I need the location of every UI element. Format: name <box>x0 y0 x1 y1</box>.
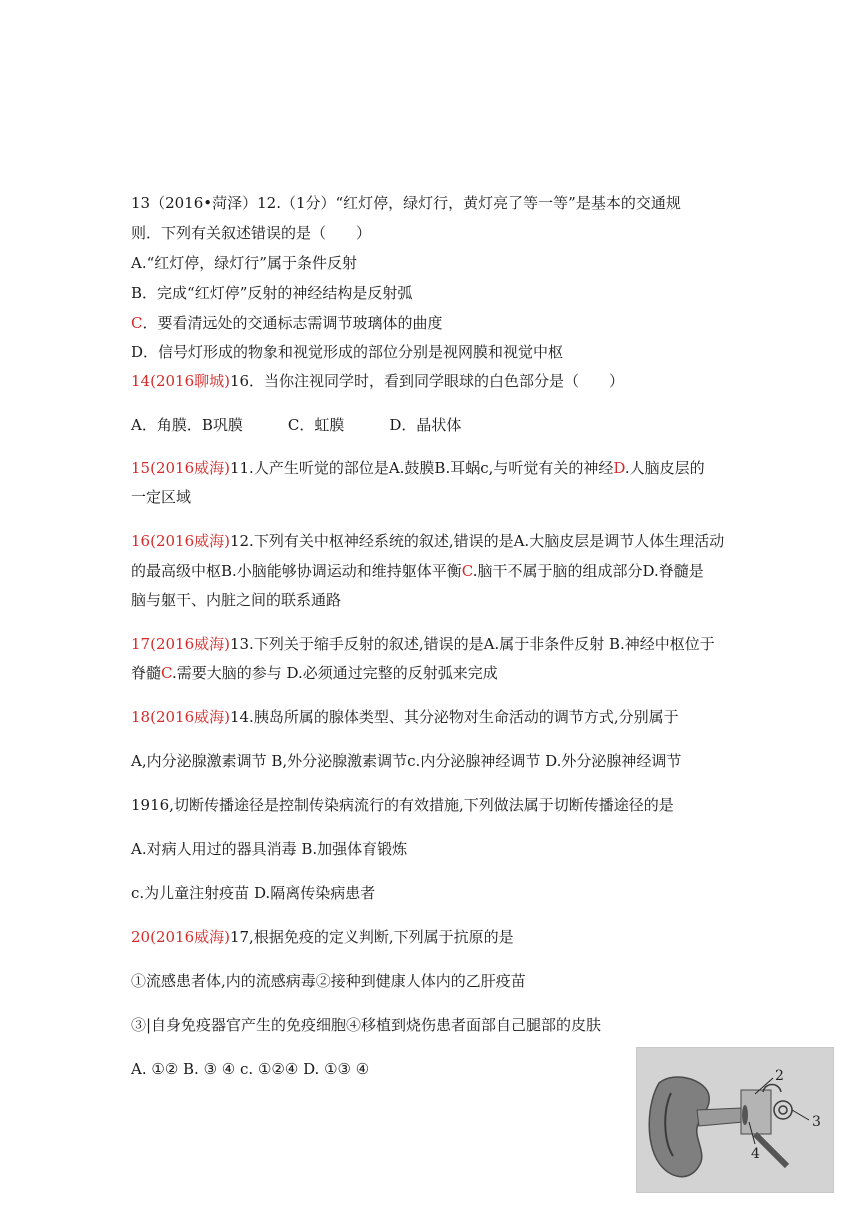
q19-options-cd: c.为儿童注射疫苗 D.隔离传染病患者 <box>131 884 376 902</box>
q13-option-d: D．信号灯形成的物象和视觉形成的部位分别是视网膜和视觉中枢 <box>131 343 564 361</box>
label-line-3 <box>792 1110 809 1120</box>
q19-stem: 1916,切断传播途径是控制传染病流行的有效措施,下列做法属于切断传播途径的是 <box>131 796 674 814</box>
q16-line2-a: 的最高级中枢B.小脑能够协调运动和维持躯体平衡 <box>131 562 462 580</box>
cochlea-outer <box>774 1101 792 1119</box>
q13-option-a: A.“红灯停，绿灯行”属于条件反射 <box>131 254 357 272</box>
q15-stem-line1 <box>131 458 705 478</box>
q13-stem-line2: 则．下列有关叙述错误的是（ ） <box>131 224 372 242</box>
q17-stem-line1 <box>131 634 715 654</box>
q20-items-1-2: ①流感患者体,内的流感病毒②接种到健康人体内的乙肝疫苗 <box>131 972 526 990</box>
q20-options: A. ①② B. ③ ④ c. ①②④ D. ①③ ④ <box>131 1060 370 1078</box>
ear-structure-figure <box>636 1047 834 1193</box>
q17-line2-b: .需要大脑的参与 D.必须通过完整的反射弧来完成 <box>171 664 498 682</box>
q17-text: 13.下列关于缩手反射的叙述,错误的是A.属于非条件反射 B.神经中枢位于 <box>229 635 715 653</box>
q13-option-b: B．完成“红灯停”反射的神经结构是反射弧 <box>131 284 413 302</box>
q13-option-c-text: ．要看清远处的交通标志需调节玻璃体的曲度 <box>142 314 443 332</box>
q18-stem <box>131 707 679 727</box>
cochlea-inner <box>779 1106 787 1114</box>
q14-stem <box>131 371 624 391</box>
q17-answer-marker: C <box>161 664 172 682</box>
outer-ear <box>649 1077 709 1177</box>
q20-text: 17,根据免疫的定义判断,下列属于抗原的是 <box>229 928 514 946</box>
q15-stem-line2: 一定区域 <box>131 488 192 506</box>
figure-label-4: 4 <box>751 1146 760 1162</box>
q16-stem-line1 <box>131 531 724 551</box>
q20-items-3-4: ③|自身免疫器官产生的免疫细胞④移植到烧伤患者面部自己腿部的皮肤 <box>131 1016 602 1034</box>
q13-answer-marker: C <box>131 314 143 332</box>
ear-canal <box>697 1108 743 1126</box>
q20-stem <box>131 927 514 947</box>
q16-answer-marker: C <box>461 562 473 580</box>
q18-options: A,内分泌腺激素调节 B,外分泌腺激素调节c.内分泌腺神经调节 D.外分泌腺神经调节 <box>131 752 682 770</box>
q16-stem-line2 <box>131 561 704 581</box>
q17-stem-line2 <box>131 663 498 683</box>
q13-option-c <box>131 313 443 333</box>
q15-source: 15(2016威海) <box>131 459 230 477</box>
q14-options: A．角膜．B巩膜 C．虹膜 D．晶状体 <box>131 416 462 434</box>
q17-source: 17(2016威海) <box>131 635 230 653</box>
q15-text-a: 11.人产生听觉的部位是A.鼓膜B.耳蜗c,与听觉有关的神经 <box>229 459 614 477</box>
q13-stem-line1: 13（2016•菏泽）12.（1分）“红灯停，绿灯行，黄灯亮了等一等”是基本的交通规 <box>131 194 681 212</box>
q15-answer-marker: D <box>613 459 625 477</box>
q14-stem-text: 16．当你注视同学时，看到同学眼球的白色部分是（ ） <box>229 372 625 390</box>
q16-stem-line3: 脑与躯干、内脏之间的联系通路 <box>131 591 342 609</box>
q17-line2-a: 脊髓 <box>131 664 162 682</box>
q16-source: 16(2016威海) <box>131 532 230 550</box>
ear-diagram <box>637 1048 833 1192</box>
q16-line2-b: .脑干不属于脑的组成部分D.脊髓是 <box>472 562 704 580</box>
q15-text-b: .人脑皮层的 <box>624 459 705 477</box>
figure-label-3: 3 <box>812 1114 821 1130</box>
q18-source: 18(2016威海) <box>131 708 230 726</box>
q18-text: 14.胰岛所属的腺体类型、其分泌物对生命活动的调节方式,分别属于 <box>229 708 679 726</box>
eardrum <box>742 1105 748 1125</box>
q20-source: 20(2016威海) <box>131 928 230 946</box>
q19-options-ab: A.对病人用过的器具消毒 B.加强体育锻炼 <box>131 840 408 858</box>
q14-source: 14(2016聊城) <box>131 372 230 390</box>
figure-label-2: 2 <box>775 1068 784 1084</box>
q16-text: 12.下列有关中枢神经系统的叙述,错误的是A.大脑皮层是调节人体生理活动 <box>229 532 725 550</box>
